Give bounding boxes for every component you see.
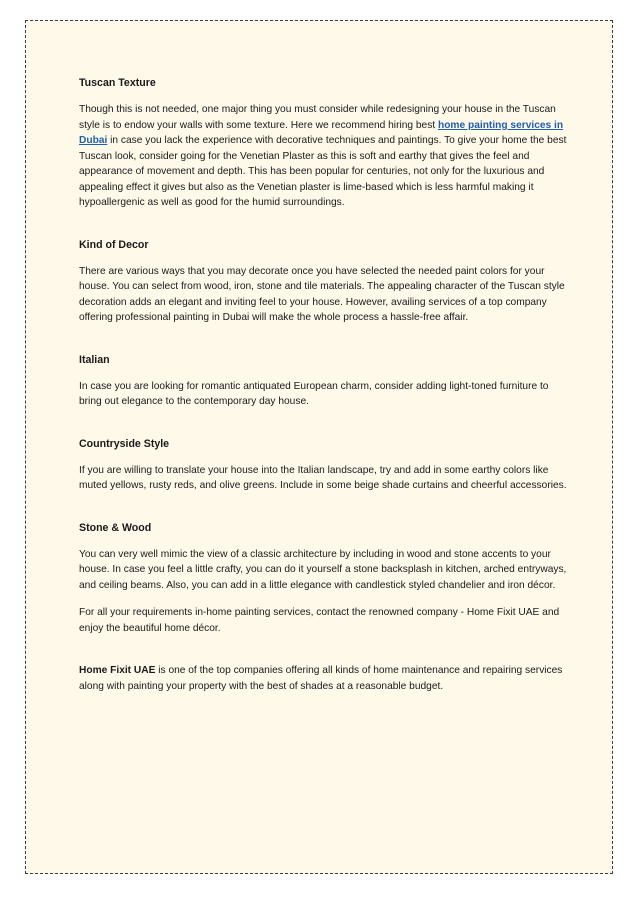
section-paragraph: For all your requirements in-home painting services, contact the renowned company - Home Fixit UAE and enjoy the beautiful home décor.	[79, 607, 560, 634]
document-body	[79, 76, 567, 694]
section-paragraph: There are various ways that you may decorate once you have selected the needed paint colors for your house. You can select from wood, iron, stone and tile materials. The appealing character of the Tuscan style decoration adds an elegant and inviting feel to your house. However, availing services of a top company offering professional painting in Dubai will make the whole process a hassle-free affair.	[79, 265, 565, 323]
section-stone-wood	[79, 521, 567, 637]
section-heading: Italian	[79, 353, 110, 366]
paragraph-text: is one of the top companies offering all kinds of home maintenance and repairing services along with painting your property with the best of shades at a reasonable budget.	[79, 665, 563, 692]
section-heading: Stone & Wood	[79, 521, 152, 534]
section-heading: Tuscan Texture	[79, 77, 156, 89]
section-tuscan-texture	[79, 76, 567, 211]
section-italian	[79, 353, 567, 410]
section-paragraph: In case you are looking for romantic antiquated European charm, consider adding light-toned furniture to bring out elegance to the contemporary day house.	[79, 380, 549, 407]
section-paragraph: If you are willing to translate your house into the Italian landscape, try and add in some earthy colors like muted yellows, rusty reds, and olive greens. Include in some beige shade curtains and cheerful accessories.	[79, 464, 567, 491]
home-painting-link[interactable]: home painting services in Dubai	[79, 119, 564, 146]
closing-paragraph	[79, 663, 567, 694]
paragraph-text: Though this is not needed, one major thing you must consider while redesigning your house in the Tuscan style is to endow your walls with some texture. Here we recommend hiring best	[79, 104, 556, 131]
section-heading: Kind of Decor	[79, 238, 149, 251]
section-kind-of-decor	[79, 238, 567, 326]
paragraph-text: in case you lack the experience with decorative techniques and paintings. To give your home the best Tuscan look, consider going for the Venetian Plaster as this is soft and earthy that gives the feel and appearance of movement and depth. This has been popular for centuries, not only for the luxurious and appealing effect it gives but also as the Venetian plaster is lime-based which is less harmful making it hypoallergenic as well as good for the humid surroundings.	[79, 135, 567, 208]
section-heading: Countryside Style	[79, 437, 170, 450]
company-name: Home Fixit UAE	[79, 665, 156, 676]
section-paragraph: You can very well mimic the view of a classic architecture by including in wood and stone accents to your house. In case you feel a little crafty, you can do it yourself a stone backsplash in kitchen, arched entryways, and ceiling beams. Also, you can add in a little elegance with candlestick styled chandelier and iron décor.	[79, 548, 567, 591]
section-countryside-style	[79, 437, 567, 494]
section-paragraph	[79, 102, 567, 211]
